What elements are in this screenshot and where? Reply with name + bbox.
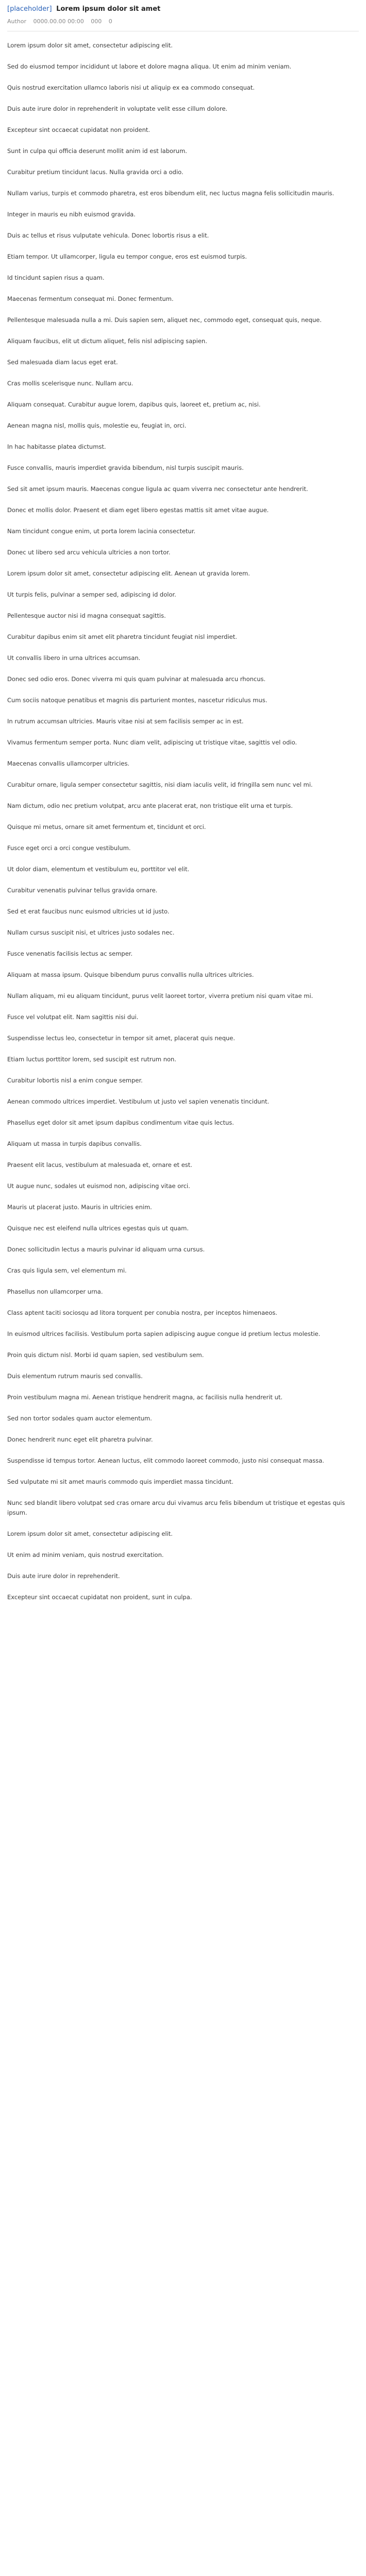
post-paragraph: Sed et erat faucibus nunc euismod ultricies ut id justo.: [7, 908, 170, 915]
post-paragraph: Quisque nec est eleifend nulla ultrices egestas quis ut quam.: [7, 1225, 189, 1232]
post-paragraph: Sed do eiusmod tempor incididunt ut labore et dolore magna aliqua. Ut enim ad minim veniam.: [7, 63, 292, 70]
post-paragraph: Ut dolor diam, elementum et vestibulum eu, porttitor vel elit.: [7, 866, 190, 873]
post-paragraph: Id tincidunt sapien risus a quam.: [7, 274, 105, 281]
post-paragraph: Donec sed odio eros. Donec viverra mi quis quam pulvinar at malesuada arcu rhoncus.: [7, 675, 266, 683]
post-paragraph: Integer in mauris eu nibh euismod gravida.: [7, 211, 136, 218]
post-paragraph: Suspendisse lectus leo, consectetur in tempor sit amet, placerat quis neque.: [7, 1035, 236, 1042]
post-paragraph: Fusce eget orci a orci congue vestibulum.: [7, 844, 131, 852]
post-paragraph: Fusce venenatis facilisis lectus ac semper.: [7, 950, 133, 957]
post-paragraph: In euismod ultrices facilisis. Vestibulum porta sapien adipiscing augue congue id pretium lectus molestie.: [7, 1330, 321, 1337]
post-paragraph: Maecenas convallis ullamcorper ultricies.: [7, 760, 130, 767]
post-paragraph: Sed vulputate mi sit amet mauris commodo quis imperdiet massa tincidunt.: [7, 1478, 234, 1485]
post-paragraph: Duis aute irure dolor in reprehenderit.: [7, 1572, 120, 1580]
post-paragraph: Nullam cursus suscipit nisi, et ultrices justo sodales nec.: [7, 929, 175, 936]
post-paragraph: Donec sollicitudin lectus a mauris pulvinar id aliquam urna cursus.: [7, 1246, 205, 1253]
post-paragraph: Proin quis dictum nisl. Morbi id quam sapien, sed vestibulum sem.: [7, 1351, 204, 1359]
post-paragraph: Aenean commodo ultrices imperdiet. Vestibulum ut justo vel sapien venenatis tincidunt.: [7, 1098, 270, 1105]
post-paragraph: Curabitur ornare, ligula semper consectetur sagittis, nisi diam iaculis velit, id fringilla sem nunc vel mi.: [7, 781, 313, 788]
post-paragraph: In rutrum accumsan ultricies. Mauris vitae nisi at sem facilisis semper ac in est.: [7, 718, 244, 725]
post-paragraph: Ut enim ad minim veniam, quis nostrud exercitation.: [7, 1551, 164, 1558]
post-paragraph: Ut convallis libero in urna ultrices accumsan.: [7, 654, 141, 662]
post-paragraph: Aliquam faucibus, elit ut dictum aliquet, felis nisl adipiscing sapien.: [7, 337, 207, 345]
post-paragraph: Curabitur lobortis nisl a enim congue semper.: [7, 1077, 143, 1084]
post-paragraph: Mauris ut placerat justo. Mauris in ultricies enim.: [7, 1204, 152, 1211]
post-paragraph: Cum sociis natoque penatibus et magnis dis parturient montes, nascetur ridiculus mus.: [7, 697, 268, 704]
post-paragraph: Aenean magna nisl, mollis quis, molestie eu, feugiat in, orci.: [7, 422, 187, 429]
post-paragraph: Duis ac tellus et risus vulputate vehicula. Donec lobortis risus a elit.: [7, 232, 209, 239]
post-paragraph: Suspendisse id tempus tortor. Aenean luctus, elit commodo laoreet commodo, justo nisi consequat massa.: [7, 1457, 324, 1464]
post-paragraph: Sed malesuada diam lacus eget erat.: [7, 359, 118, 366]
post-paragraph: Nullam aliquam, mi eu aliquam tincidunt, purus velit laoreet tortor, viverra pretium nisi quam vitae mi.: [7, 992, 313, 999]
post-paragraph: Maecenas fermentum consequat mi. Donec fermentum.: [7, 295, 174, 302]
post-date: 0000.00.00 00:00: [33, 18, 84, 25]
post-paragraph: Phasellus eget dolor sit amet ipsum dapibus condimentum vitae quis lectus.: [7, 1119, 234, 1126]
post-paragraph: Lorem ipsum dolor sit amet, consectetur adipiscing elit.: [7, 42, 173, 49]
post-paragraph: Curabitur pretium tincidunt lacus. Nulla gravida orci a odio.: [7, 168, 184, 176]
post-paragraph: Excepteur sint occaecat cupidatat non proident.: [7, 126, 151, 133]
post-paragraph: Donec hendrerit nunc eget elit pharetra pulvinar.: [7, 1436, 153, 1443]
post-paragraph: Curabitur dapibus enim sit amet elit pharetra tincidunt feugiat nisl imperdiet.: [7, 633, 237, 640]
post-paragraph: Aliquam consequat. Curabitur augue lorem, dapibus quis, laoreet et, pretium ac, nisi.: [7, 401, 261, 408]
post-category[interactable]: [placeholder]: [7, 5, 52, 13]
post-paragraph: Fusce vel volutpat elit. Nam sagittis nisi dui.: [7, 1013, 139, 1021]
post-paragraph: Nullam varius, turpis et commodo pharetra, est eros bibendum elit, nec luctus magna felis sollicitudin mauris.: [7, 190, 335, 197]
post-meta: [7, 18, 359, 26]
post-paragraph: Phasellus non ullamcorper urna.: [7, 1288, 103, 1295]
post-paragraph: Quis nostrud exercitation ullamco laboris nisi ut aliquip ex ea commodo consequat.: [7, 84, 255, 91]
post-paragraph: Nam tincidunt congue enim, ut porta lorem lacinia consectetur.: [7, 528, 196, 535]
post-paragraph: Praesent elit lacus, vestibulum at malesuada et, ornare et est.: [7, 1161, 192, 1168]
post-paragraph: Lorem ipsum dolor sit amet, consectetur adipiscing elit.: [7, 1530, 173, 1537]
post-paragraph: Pellentesque auctor nisi id magna consequat sagittis.: [7, 612, 166, 619]
post-paragraph: Curabitur venenatis pulvinar tellus gravida ornare.: [7, 887, 158, 894]
post-paragraph: Lorem ipsum dolor sit amet, consectetur adipiscing elit. Aenean ut gravida lorem.: [7, 570, 250, 577]
post-paragraph: Duis elementum rutrum mauris sed convallis.: [7, 1372, 143, 1380]
post-paragraph: Sunt in culpa qui officia deserunt mollit anim id est laborum.: [7, 147, 187, 155]
post-paragraph: Pellentesque malesuada nulla a mi. Duis sapien sem, aliquet nec, commodo eget, consequat quis, neque.: [7, 316, 322, 324]
post-paragraph: Excepteur sint occaecat cupidatat non proident, sunt in culpa.: [7, 1594, 192, 1601]
post-paragraph: Ut augue nunc, sodales ut euismod non, adipiscing vitae orci.: [7, 1182, 190, 1190]
post-paragraph: Aliquam ut massa in turpis dapibus convallis.: [7, 1140, 142, 1147]
post-paragraph: Donec et mollis dolor. Praesent et diam eget libero egestas mattis sit amet vitae augue.: [7, 506, 269, 514]
post-paragraph: In hac habitasse platea dictumst.: [7, 443, 106, 450]
post-paragraph: Sed sit amet ipsum mauris. Maecenas congue ligula ac quam viverra nec consectetur ante hendrerit.: [7, 485, 308, 493]
post-paragraph: Vivamus fermentum semper porta. Nunc diam velit, adipiscing ut tristique vitae, sagittis vel odio.: [7, 739, 297, 746]
post-title: [7, 4, 359, 14]
post-header: [7, 0, 359, 31]
post-paragraph: Sed non tortor sodales quam auctor elementum.: [7, 1415, 152, 1422]
post-paragraph: Nunc sed blandit libero volutpat sed cras ornare arcu dui vivamus arcu felis bibendum ut tristique et egestas quis ipsum.: [7, 1499, 345, 1516]
post-body: [7, 31, 359, 1602]
post-comments[interactable]: 0: [108, 18, 112, 25]
post-paragraph: Ut turpis felis, pulvinar a semper sed, adipiscing id dolor.: [7, 591, 176, 598]
post-paragraph: Duis aute irure dolor in reprehenderit in voluptate velit esse cillum dolore.: [7, 105, 228, 112]
post-author[interactable]: Author: [7, 18, 27, 25]
post-title-text: Lorem ipsum dolor sit amet: [56, 5, 161, 13]
post-paragraph: Proin vestibulum magna mi. Aenean tristique hendrerit magna, ac facilisis nulla hendrerit ut.: [7, 1394, 283, 1401]
post-paragraph: Etiam tempor. Ut ullamcorper, ligula eu tempor congue, eros est euismod turpis.: [7, 253, 247, 260]
post-paragraph: Aliquam at massa ipsum. Quisque bibendum purus convallis nulla ultrices ultricies.: [7, 971, 254, 978]
post-views: 000: [91, 18, 102, 25]
post-paragraph: Class aptent taciti sociosqu ad litora torquent per conubia nostra, per inceptos himenaeos.: [7, 1309, 277, 1316]
post-paragraph: Cras mollis scelerisque nunc. Nullam arcu.: [7, 380, 134, 387]
post-paragraph: Nam dictum, odio nec pretium volutpat, arcu ante placerat erat, non tristique elit urna et turpis.: [7, 802, 293, 809]
post-paragraph: Donec ut libero sed arcu vehicula ultricies a non tortor.: [7, 549, 171, 556]
post-paragraph: Etiam luctus porttitor lorem, sed suscipit est rutrum non.: [7, 1056, 176, 1063]
post-paragraph: Fusce convallis, mauris imperdiet gravida bibendum, nisl turpis suscipit mauris.: [7, 464, 244, 471]
post-paragraph: Cras quis ligula sem, vel elementum mi.: [7, 1267, 127, 1274]
post-paragraph: Quisque mi metus, ornare sit amet fermentum et, tincidunt et orci.: [7, 823, 206, 831]
